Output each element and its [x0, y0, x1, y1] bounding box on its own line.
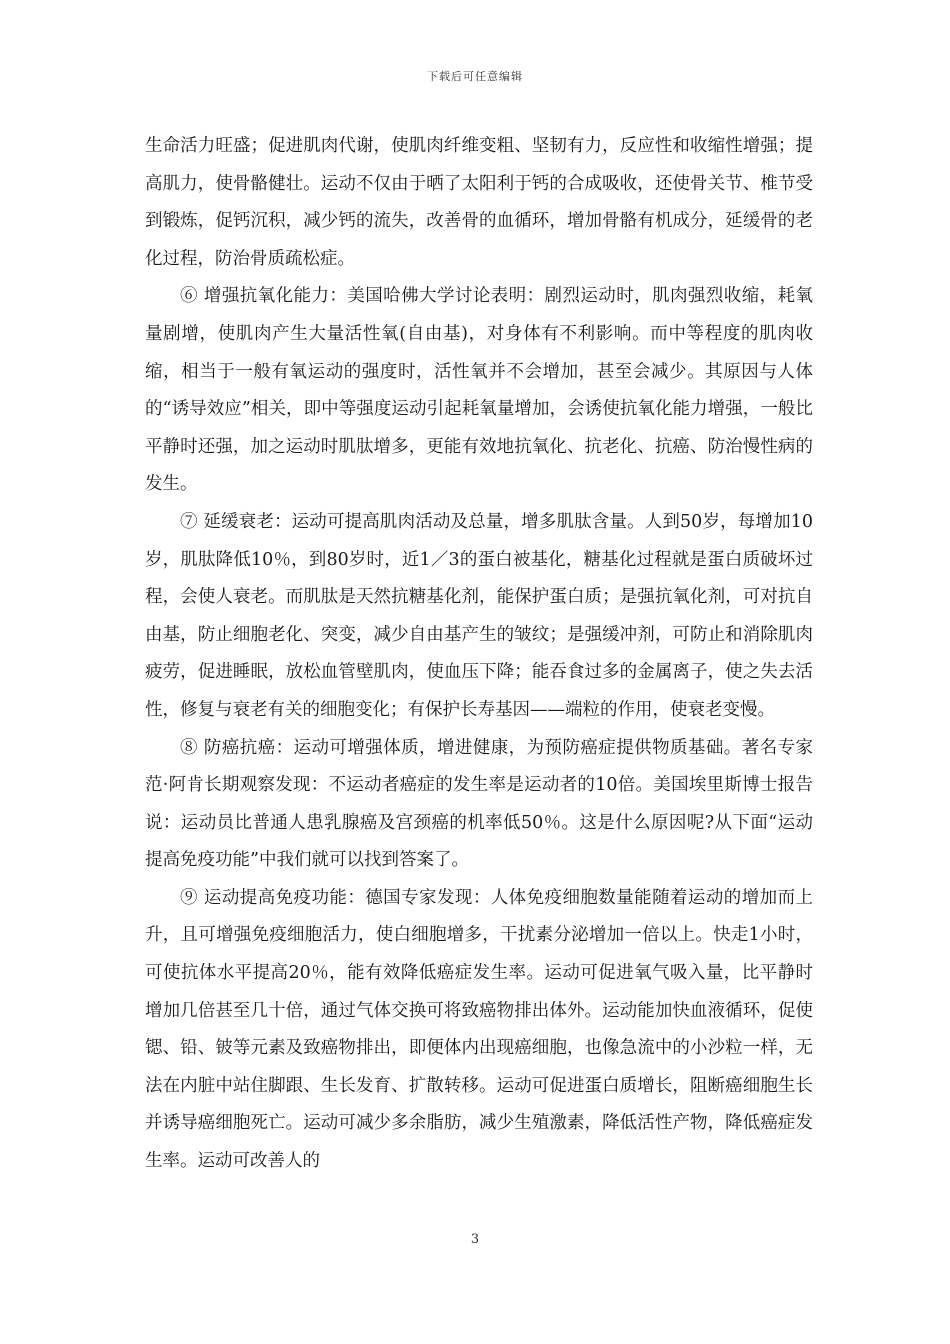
- paragraph-continuation: 生命活力旺盛；促进肌肉代谢，使肌肉纤维变粗、坚韧有力，反应性和收缩性增强；提高肌力，使骨骼健壮。运动不仅由于晒了太阳利于钙的合成吸收，还使骨关节、椎节受到锻炼，促钙沉积，减少钙的流失，改善骨的血循环，增加骨骼有机成分，延缓骨的老化过程，防治骨质疏松症。: [145, 136, 813, 269]
- page-header: 下载后可任意编辑: [427, 70, 523, 83]
- paragraph-immunity: ⑨ 运动提高免疫功能：德国专家发现：人体免疫细胞数量能随着运动的增加而上升，且可增强免疫细胞活力，使白细胞增多，干扰素分泌增加一倍以上。快走1小时，可使抗体水平提高20％，能有效降低癌症发生率。运动可促进氧气吸入量，比平静时增加几倍甚至几十倍，通过气体交换可将致癌物排出体外。运动能加快血液循环，促使锶、铅、铍等元素及致癌物排出，即便体内出现癌细胞，也像急流中的小沙粒一样，无法在内脏中站住脚跟、生长发育、扩散转移。运动可促进蛋白质增长，阻断癌细胞生长并诱导癌细胞死亡。运动可减少多余脂肪，减少生殖激素，降低活性产物，降低癌症发生率。运动可改善人的: [145, 887, 813, 1172]
- page-number: 3: [470, 1232, 480, 1247]
- paragraph-anti-cancer: ⑧ 防癌抗癌：运动可增强体质，增进健康，为预防癌症提供物质基础。著名专家范·阿肯长期观察发现：不运动者癌症的发生率是运动者的10倍。美国埃里斯博士报告说：运动员比普通人患乳腺癌及宫颈癌的机率低50％。这是什么原因呢?从下面“运动提高免疫功能”中我们就可以找到答案了。: [145, 737, 813, 871]
- paragraph-anti-aging: ⑦ 延缓衰老：运动可提高肌肉活动及总量，增多肌肽含量。人到50岁，每增加10岁，肌肽降低10％，到80岁时，近1／3的蛋白被基化，糖基化过程就是蛋白质破坏过程，会使人衰老。而肌肽是天然抗糖基化剂，能保护蛋白质；是强抗氧化剂，可对抗自由基，防止细胞老化、突变，减少自由基产生的皱纹；是强缓冲剂，可防止和消除肌肉疲劳，促进睡眠，放松血管壁肌肉，使血压下降；能吞食过多的金属离子，使之失去活性，修复与衰老有关的细胞变化；有保护长寿基因——端粒的作用，使衰老变慢。: [145, 511, 813, 720]
- paragraph-antioxidant: ⑥ 增强抗氧化能力：美国哈佛大学讨论表明：剧烈运动时，肌肉强烈收缩，耗氧量剧增，使肌肉产生大量活性氧(自由基)，对身体有不利影响。而中等程度的肌肉收缩，相当于一般有氧运动的强度时，活性氧并不会增加，甚至会减少。其原因与人体的“诱导效应”相关，即中等强度运动引起耗氧量增加，会诱使抗氧化能力增强，一般比平静时还强，加之运动时肌肽增多，更能有效地抗氧化、抗老化、抗癌、防治慢性病的发生。: [145, 286, 813, 495]
- body-text: [145, 128, 813, 1181]
